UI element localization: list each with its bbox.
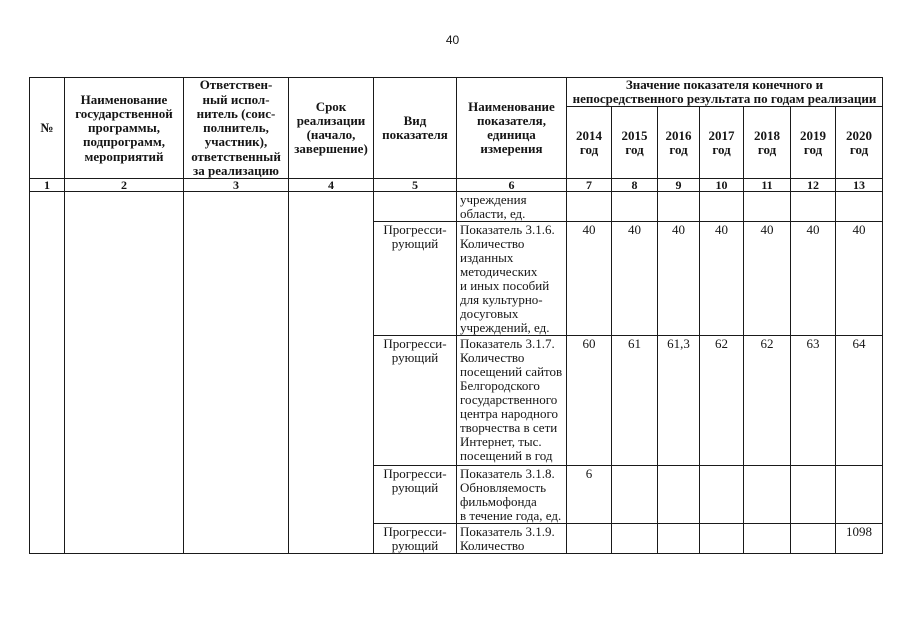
- value-2016: 61,3: [658, 336, 700, 466]
- column-numbers-row: [30, 179, 883, 192]
- value-2019: 63: [791, 336, 836, 466]
- column-number: 7: [567, 179, 612, 192]
- value-2018: [744, 192, 791, 222]
- column-number: 6: [457, 179, 567, 192]
- header-year-2014: 2014 год: [567, 107, 612, 179]
- table-header: [30, 78, 883, 179]
- value-2014: 6: [567, 466, 612, 524]
- value-2019: [791, 524, 836, 554]
- header-indicator-type: Вид показателя: [374, 78, 457, 179]
- column-number: 3: [184, 179, 289, 192]
- header-indicator-name: Наименование показателя, единица измерения: [457, 78, 567, 179]
- value-2016: 40: [658, 222, 700, 336]
- header-year-2020: 2020 год: [836, 107, 883, 179]
- value-2015: 40: [612, 222, 658, 336]
- header-year-2019: 2019 год: [791, 107, 836, 179]
- indicator-name-cell: Показатель 3.1.6. Количество изданных методических и иных пособий для культурно- досуговых учреждений, ед.: [457, 222, 567, 336]
- value-2019: [791, 466, 836, 524]
- value-2018: 62: [744, 336, 791, 466]
- column-number: 8: [612, 179, 658, 192]
- page-number: 40: [445, 33, 460, 47]
- column-number: 10: [700, 179, 744, 192]
- header-number: №: [30, 78, 65, 179]
- header-row: [30, 78, 883, 107]
- indicator-type-cell: Прогресси- рующий: [374, 336, 457, 466]
- value-2014: [567, 524, 612, 554]
- value-2017: 62: [700, 336, 744, 466]
- header-implementation-term: Срок реализации (начало, завершение): [289, 78, 374, 179]
- table-body: [30, 179, 883, 554]
- indicators-table: [29, 77, 883, 554]
- value-2017: [700, 524, 744, 554]
- header-responsible-executor: Ответствен- ный испол- нитель (соис- полнитель, участник), ответственный за реализацию: [184, 78, 289, 179]
- value-2019: 40: [791, 222, 836, 336]
- indicator-type-cell: Прогресси- рующий: [374, 466, 457, 524]
- implementation-term-cell: [289, 192, 374, 554]
- column-number: 12: [791, 179, 836, 192]
- indicator-name-cell: Показатель 3.1.7. Количество посещений сайтов Белгородского государственного центра народного творчества в сети Интернет, тыс. посещений в год: [457, 336, 567, 466]
- value-2018: [744, 466, 791, 524]
- indicator-type-cell: Прогресси- рующий: [374, 524, 457, 554]
- column-number: 9: [658, 179, 700, 192]
- header-year-2017: 2017 год: [700, 107, 744, 179]
- value-2015: 61: [612, 336, 658, 466]
- column-number: 11: [744, 179, 791, 192]
- column-number: 5: [374, 179, 457, 192]
- value-2018: 40: [744, 222, 791, 336]
- header-year-2015: 2015 год: [612, 107, 658, 179]
- value-2016: [658, 466, 700, 524]
- value-2015: [612, 524, 658, 554]
- value-2014: 40: [567, 222, 612, 336]
- program-name-cell: [65, 192, 184, 554]
- value-2016: [658, 192, 700, 222]
- value-2020: 64: [836, 336, 883, 466]
- value-2020: [836, 192, 883, 222]
- column-number: 13: [836, 179, 883, 192]
- value-2019: [791, 192, 836, 222]
- value-2016: [658, 524, 700, 554]
- value-2017: 40: [700, 222, 744, 336]
- value-2020: [836, 466, 883, 524]
- table-row: [30, 192, 883, 222]
- responsible-executor-cell: [184, 192, 289, 554]
- value-2015: [612, 192, 658, 222]
- value-2017: [700, 466, 744, 524]
- indicator-type-cell: [374, 192, 457, 222]
- column-number: 1: [30, 179, 65, 192]
- header-year-2018: 2018 год: [744, 107, 791, 179]
- value-2014: [567, 192, 612, 222]
- value-2017: [700, 192, 744, 222]
- program-number-cell: [30, 192, 65, 554]
- indicator-name-cell: Показатель 3.1.9. Количество: [457, 524, 567, 554]
- value-2015: [612, 466, 658, 524]
- header-values-group: Значение показателя конечного и непосредственного результата по годам реализации: [567, 78, 883, 107]
- value-2020: 40: [836, 222, 883, 336]
- indicator-name-cell: учреждения области, ед.: [457, 192, 567, 222]
- column-number: 2: [65, 179, 184, 192]
- value-2020: 1098: [836, 524, 883, 554]
- header-program-name: Наименование государственной программы, подпрограмм, мероприятий: [65, 78, 184, 179]
- value-2014: 60: [567, 336, 612, 466]
- value-2018: [744, 524, 791, 554]
- header-year-2016: 2016 год: [658, 107, 700, 179]
- column-number: 4: [289, 179, 374, 192]
- indicator-name-cell: Показатель 3.1.8. Обновляемость фильмофонда в течение года, ед.: [457, 466, 567, 524]
- indicator-type-cell: Прогресси- рующий: [374, 222, 457, 336]
